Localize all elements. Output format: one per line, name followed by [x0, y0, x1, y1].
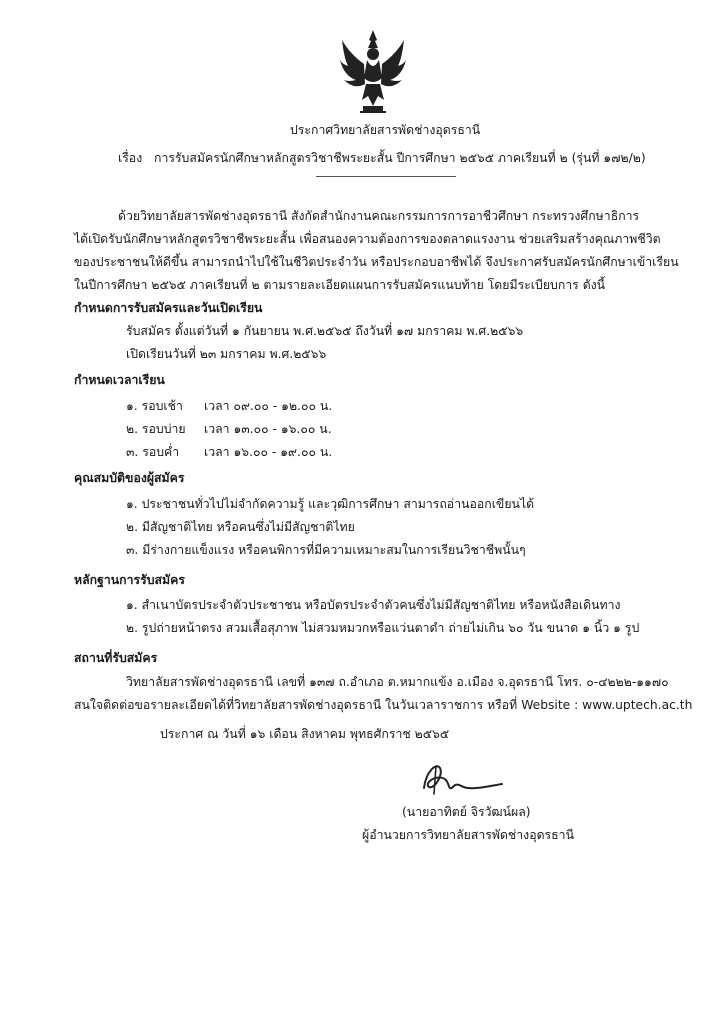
document-2: ๒. รูปถ่ายหน้าตรง สวมเสื้อสุภาพ ไม่สวมหมวกหรือแว่นตาดำ ถ่ายไม่เกิน ๖๐ วัน ขนาด ๑ นิ้ว ๑ รูป: [126, 621, 640, 635]
time-range-2: เวลา ๑๓.๐๐ - ๑๖.๐๐ น.: [204, 422, 332, 436]
subject-text: การรับสมัครนักศึกษาหลักสูตรวิชาชีพระยะสั้น ปีการศึกษา ๒๕๖๕ ภาคเรียนที่ ๒ (รุ่นที่ ๑๗๒/๒): [154, 151, 646, 165]
intro-line-1: ด้วยวิทยาลัยสารพัดช่างอุดรธานี สังกัดสำนักงานคณะกรรมการการอาชีวศึกษา กระทรวงศึกษาธิการ: [118, 209, 640, 223]
location-address: วิทยาลัยสารพัดช่างอุดรธานี เลขที่ ๑๓๗ ถ.อำเภอ ต.หมากแข้ง อ.เมือง จ.อุดรธานี โทร. ๐-๔๒๒๒-๑๑๗๐: [126, 675, 669, 689]
subject-label: เรื่อง: [118, 151, 143, 165]
qualification-3: ๓. มีร่างกายแข็งแรง หรือคนพิการที่มีความเหมาะสมในการเรียนวิชาชีพนั้นๆ: [126, 543, 526, 557]
signer-position: ผู้อำนวยการวิทยาลัยสารพัดช่างอุดรธานี: [362, 828, 574, 842]
time-round-3: ๓. รอบค่ำ: [126, 445, 180, 459]
qualification-2: ๒. มีสัญชาติไทย หรือคนซึ่งไม่มีสัญชาติไทย: [126, 520, 355, 534]
time-round-1: ๑. รอบเช้า: [126, 399, 183, 413]
location-heading: สถานที่รับสมัคร: [74, 651, 158, 665]
time-round-2: ๒. รอบบ่าย: [126, 422, 186, 436]
intro-line-3: ของประชาชนให้ดีขึ้น สามารถนำไปใช้ในชีวิตประจำวัน หรือประกอบอาชีพได้ จึงประกาศรับสมัครนักศึกษาเข้าเรียน: [74, 255, 679, 269]
title-divider: [316, 176, 456, 177]
qualifications-heading: คุณสมบัติของผู้สมัคร: [74, 471, 185, 485]
documents-heading: หลักฐานการรับสมัคร: [74, 573, 185, 587]
time-range-3: เวลา ๑๖.๐๐ - ๑๙.๐๐ น.: [204, 445, 333, 459]
announcement-title: ประกาศวิทยาลัยสารพัดช่างอุดรธานี: [290, 123, 481, 137]
schedule-heading: กำหนดการรับสมัครและวันเปิดเรียน: [74, 301, 263, 315]
times-heading: กำหนดเวลาเรียน: [74, 373, 165, 387]
location-contact: สนใจติดต่อขอรายละเอียดได้ที่วิทยาลัยสารพัดช่างอุดรธานี ในวันเวลาราชการ หรือที่ Website : www.uptech.ac.th: [74, 698, 693, 712]
qualification-1: ๑. ประชาชนทั่วไปไม่จำกัดความรู้ และวุฒิการศึกษา สามารถอ่านออกเขียนได้: [126, 497, 535, 511]
intro-line-4: ในปีการศึกษา ๒๕๖๕ ภาคเรียนที่ ๒ ตามรายละเอียดแผนการรับสมัครแนบท้าย โดยมีระเบียบการ ดังนี้: [74, 278, 606, 292]
announcement-date: ประกาศ ณ วันที่ ๑๖ เดือน สิงหาคม พุทธศักราช ๒๕๖๕: [160, 727, 450, 741]
schedule-line-1: รับสมัคร ตั้งแต่วันที่ ๑ กันยายน พ.ศ.๒๕๖๕ ถึงวันที่ ๑๗ มกราคม พ.ศ.๒๕๖๖: [126, 324, 524, 338]
garuda-emblem-icon: [338, 28, 408, 114]
signer-name: (นายอาทิตย์ จิรวัฒน์ผล): [402, 805, 531, 819]
intro-line-2: ได้เปิดรับนักศึกษาหลักสูตรวิชาชีพระยะสั้น เพื่อสนองความต้องการของตลาดแรงงาน ช่วยเสริมสร้างคุณภาพชีวิต: [74, 232, 661, 246]
document-1: ๑. สำเนาบัตรประจำตัวประชาชน หรือบัตรประจำตัวคนซึ่งไม่มีสัญชาติไทย หรือหนังสือเดินทาง: [126, 598, 621, 612]
schedule-line-2: เปิดเรียนวันที่ ๒๓ มกราคม พ.ศ.๒๕๖๖: [126, 347, 327, 361]
signature-icon: [418, 758, 504, 800]
time-range-1: เวลา ๐๙.๐๐ - ๑๒.๐๐ น.: [204, 399, 333, 413]
